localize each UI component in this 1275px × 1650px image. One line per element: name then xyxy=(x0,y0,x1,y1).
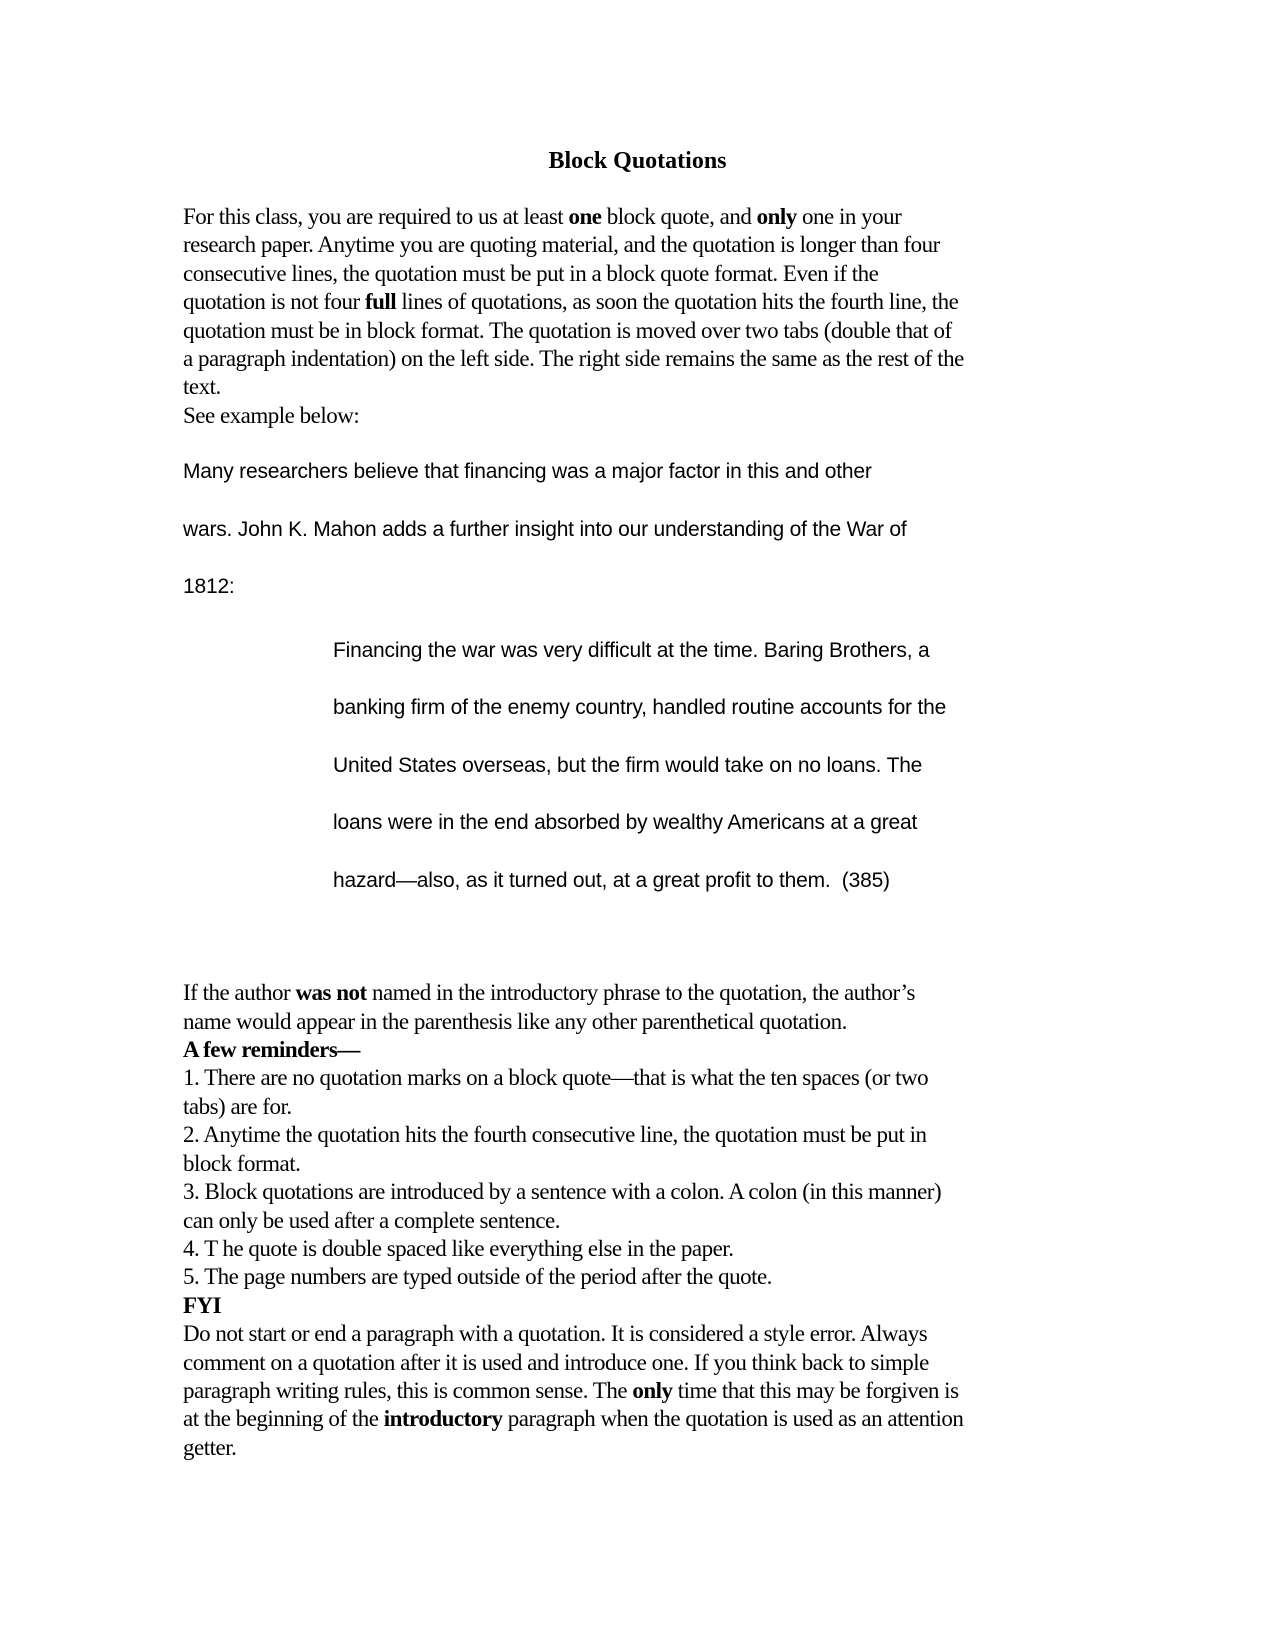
text-line: Financing the war was very difficult at the time. Baring Brothers, a xyxy=(333,638,930,662)
text-line: paragraph writing rules, this is common sense. The only time that this may be forgiven is xyxy=(183,1377,959,1403)
text-line: 2. Anytime the quotation hits the fourth consecutive line, the quotation must be put in xyxy=(183,1122,927,1148)
text-line: comment on a quotation after it is used and introduce one. If you think back to simple xyxy=(183,1349,929,1375)
text-line: research paper. Anytime you are quoting material, and the quotation is longer than four xyxy=(183,232,940,258)
text-line: wars. John K. Mahon adds a further insight into our understanding of the War of xyxy=(183,517,907,541)
page-title: Block Quotations xyxy=(548,148,727,174)
text-line: 5. The page numbers are typed outside of the period after the quote. xyxy=(183,1264,772,1290)
text-line: Do not start or end a paragraph with a quotation. It is considered a style error. Always xyxy=(183,1321,928,1347)
text-line: loans were in the end absorbed by wealthy Americans at a great xyxy=(333,811,918,835)
text-line: hazard—also, as it turned out, at a great profit to them. (385) xyxy=(333,868,890,892)
text-line: quotation must be in block format. The quotation is moved over two tabs (double that of xyxy=(183,317,952,343)
text-line: name would appear in the parenthesis like any other parenthetical quotation. xyxy=(183,1008,847,1034)
reminders-section xyxy=(183,979,1125,1462)
text-line: A few reminders— xyxy=(183,1037,360,1063)
text-line: See example below: xyxy=(183,402,360,428)
text-line: Many researchers believe that financing was a major factor in this and other xyxy=(183,460,872,484)
text-line: 4. T he quote is double spaced like everything else in the paper. xyxy=(183,1235,734,1261)
text-line: quotation is not four full lines of quotations, as soon the quotation hits the fourth line, the xyxy=(183,289,959,315)
text-line: can only be used after a complete sentence. xyxy=(183,1207,560,1233)
text-line: getter. xyxy=(183,1434,237,1460)
block-quote-example xyxy=(183,622,1125,910)
text-line: tabs) are for. xyxy=(183,1093,292,1119)
intro-paragraph xyxy=(183,203,1125,430)
text-line: 1812: xyxy=(183,575,235,599)
text-line: text. xyxy=(183,374,221,400)
text-line: consecutive lines, the quotation must be put in a block quote format. Even if the xyxy=(183,260,879,286)
text-line: If the author was not named in the introductory phrase to the quotation, the author’s xyxy=(183,980,915,1006)
text-line: For this class, you are required to us at least one block quote, and only one in your xyxy=(183,204,902,229)
text-line: at the beginning of the introductory paragraph when the quotation is used as an attention xyxy=(183,1406,964,1432)
text-line: 3. Block quotations are introduced by a sentence with a colon. A colon (in this manner) xyxy=(183,1179,942,1205)
text-line: banking firm of the enemy country, handled routine accounts for the xyxy=(333,696,947,720)
text-line: FYI xyxy=(183,1292,222,1318)
text-line: 1. There are no quotation marks on a block quote—that is what the ten spaces (or two xyxy=(183,1065,929,1091)
text-line: a paragraph indentation) on the left side. The right side remains the same as the rest of the xyxy=(183,346,964,372)
text-line: United States overseas, but the firm would take on no loans. The xyxy=(333,753,923,777)
text-line: block format. xyxy=(183,1150,301,1176)
example-lead-in-paragraph xyxy=(183,443,1125,616)
